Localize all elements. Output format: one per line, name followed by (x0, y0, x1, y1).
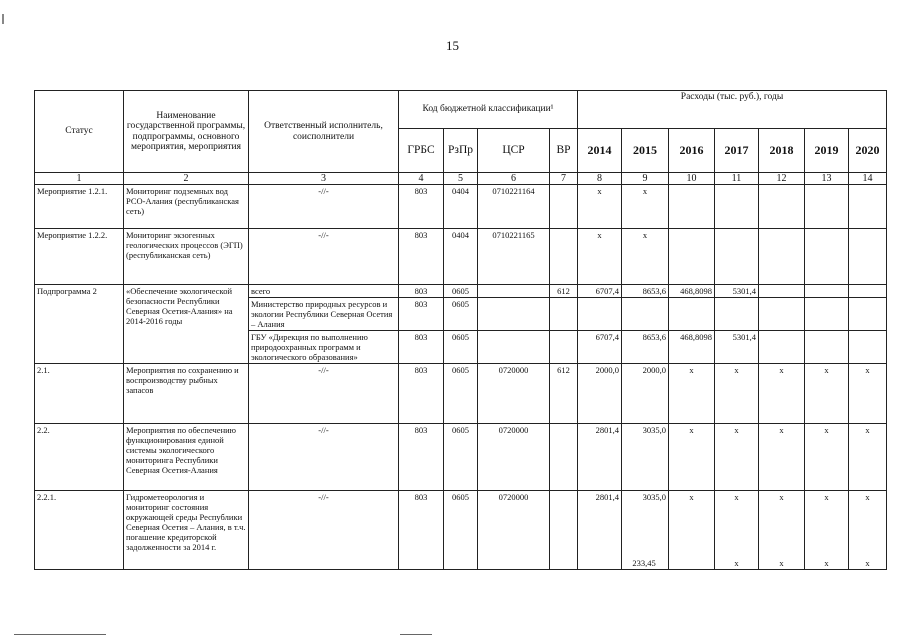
header-rzpr: РзПр (444, 129, 478, 173)
row-name: «Обеспечение экологической безопасности Республики Северная Осетия-Алания» на 2014-2016 годы (124, 285, 249, 364)
row-y2014: 2801,4 (578, 491, 622, 570)
row-rzpr: 0605 (444, 364, 478, 424)
row-y2015-value: 3035,0 (642, 492, 666, 502)
row-y2016: 468,8098 (669, 331, 715, 364)
row-csr: 0710221164 (478, 185, 550, 229)
row-executor: ГБУ «Дирекция по выполнению природоохранных программ и экологического образования» (249, 331, 399, 364)
row-executor: всего (249, 285, 399, 298)
row-y2017: 5301,4 (715, 285, 759, 298)
row-grbs: 803 (399, 491, 444, 570)
row-vr (550, 424, 578, 491)
row-grbs: 803 (399, 424, 444, 491)
row-y2020-value: x (865, 492, 870, 502)
row-name: Мониторинг экзогенных геологических процессов (ЭГП) (республиканская сеть) (124, 229, 249, 285)
table-row-1-2-2 (35, 229, 887, 285)
row-y2017 (715, 491, 759, 570)
row-y2014: x (578, 185, 622, 229)
row-executor: Министерство природных ресурсов и экологии Республики Северная Осетия – Алания (249, 298, 399, 331)
header-status: Статус (35, 91, 124, 173)
row-vr (550, 491, 578, 570)
row-y2020: x (849, 364, 887, 424)
column-numbers-row (35, 173, 887, 185)
row-y2014: 2801,4 (578, 424, 622, 491)
header-year-2018: 2018 (759, 129, 805, 173)
row-rzpr: 0605 (444, 285, 478, 298)
row-csr: 0720000 (478, 491, 550, 570)
column-number: 5 (444, 173, 478, 185)
column-number: 9 (622, 173, 669, 185)
header-csr: ЦСР (478, 129, 550, 173)
row-executor: -//- (249, 491, 399, 570)
table-row-1-2-1 (35, 185, 887, 229)
header-year-2015: 2015 (622, 129, 669, 173)
table-row-subprogram-2-total (35, 285, 887, 298)
table-row-2-1 (35, 364, 887, 424)
row-grbs: 803 (399, 229, 444, 285)
row-y2018: x (759, 424, 805, 491)
column-number: 10 (669, 173, 715, 185)
row-status: 2.2. (35, 424, 124, 491)
row-y2015: 3035,0 (622, 424, 669, 491)
row-rzpr: 0605 (444, 331, 478, 364)
column-number: 1 (35, 173, 124, 185)
header-year-2014: 2014 (578, 129, 622, 173)
row-y2018 (759, 491, 805, 570)
row-csr: 0710221165 (478, 229, 550, 285)
header-budget-code: Код бюджетной классификации¹ (399, 91, 578, 129)
footnote-rule (14, 634, 106, 635)
header-year-2017: 2017 (715, 129, 759, 173)
row-y2020 (849, 491, 887, 570)
column-number: 3 (249, 173, 399, 185)
table-row-2-2 (35, 424, 887, 491)
row-executor: -//- (249, 185, 399, 229)
row-csr: 0720000 (478, 424, 550, 491)
header-grbs: ГРБС (399, 129, 444, 173)
row-y2016: 468,8098 (669, 285, 715, 298)
row-vr: 612 (550, 364, 578, 424)
row-csr (478, 285, 550, 298)
row-y2020: x (849, 424, 887, 491)
row-name: Мониторинг подземных вод РСО-Алания (республиканская сеть) (124, 185, 249, 229)
row-status: Мероприятие 1.2.1. (35, 185, 124, 229)
column-number: 8 (578, 173, 622, 185)
row-status: 2.1. (35, 364, 124, 424)
row-y2016: x (669, 364, 715, 424)
row-vr: 612 (550, 285, 578, 298)
row-status: Подпрограмма 2 (35, 285, 124, 364)
header-expenses: Расходы (тыс. руб.), годы (578, 91, 887, 129)
row-grbs: 803 (399, 185, 444, 229)
footnote-rule (400, 634, 432, 635)
row-y2017: x (715, 364, 759, 424)
row-y2017: x (715, 424, 759, 491)
page-number: 15 (446, 38, 459, 53)
row-vr (550, 229, 578, 285)
row-y2018-debt: x (779, 558, 784, 568)
header-year-2019: 2019 (805, 129, 849, 173)
column-number: 14 (849, 173, 887, 185)
column-number: 13 (805, 173, 849, 185)
table-row-2-2-1 (35, 491, 887, 570)
column-number: 4 (399, 173, 444, 185)
row-rzpr: 0404 (444, 185, 478, 229)
row-y2019: x (805, 364, 849, 424)
row-y2016: x (669, 424, 715, 491)
row-executor: -//- (249, 229, 399, 285)
row-y2019: x (805, 424, 849, 491)
row-y2014: 6707,4 (578, 331, 622, 364)
row-y2019-value: x (824, 492, 829, 502)
row-y2017-value: x (734, 492, 739, 502)
row-rzpr: 0605 (444, 298, 478, 331)
row-y2017-debt: x (734, 558, 739, 568)
row-grbs: 803 (399, 364, 444, 424)
row-status: Мероприятие 1.2.2. (35, 229, 124, 285)
row-y2018-value: x (779, 492, 784, 502)
column-number: 6 (478, 173, 550, 185)
row-y2014: x (578, 229, 622, 285)
column-number: 7 (550, 173, 578, 185)
row-y2014: 6707,4 (578, 285, 622, 298)
row-y2016: x (669, 491, 715, 570)
row-name: Мероприятия по обеспечению функционирования единой системы экологического мониторинга Республики Северная Осетия-Алания (124, 424, 249, 491)
row-executor: -//- (249, 424, 399, 491)
column-number: 2 (124, 173, 249, 185)
row-status: 2.2.1. (35, 491, 124, 570)
row-rzpr: 0605 (444, 424, 478, 491)
budget-table (34, 90, 887, 570)
row-y2014: 2000,0 (578, 364, 622, 424)
row-y2015: 8653,6 (622, 331, 669, 364)
header-row-1 (35, 91, 887, 129)
column-number: 12 (759, 173, 805, 185)
row-grbs: 803 (399, 331, 444, 364)
row-y2017: 5301,4 (715, 331, 759, 364)
scan-mark (2, 14, 4, 24)
row-name: Гидрометеорология и мониторинг состояния окружающей среды Республики Северная Осетия – Алания, в т.ч. погашение кредиторской задолженности за 2014 г. (124, 491, 249, 570)
row-y2015: 8653,6 (622, 285, 669, 298)
row-csr: 0720000 (478, 364, 550, 424)
row-y2018: x (759, 364, 805, 424)
row-grbs: 803 (399, 285, 444, 298)
row-y2015: x (622, 185, 669, 229)
row-name: Мероприятия по сохранению и воспроизводству рыбных запасов (124, 364, 249, 424)
row-y2015 (622, 491, 669, 570)
row-y2020-debt: x (865, 558, 870, 568)
header-vr: ВР (550, 129, 578, 173)
row-executor: -//- (249, 364, 399, 424)
row-vr (550, 185, 578, 229)
header-year-2016: 2016 (669, 129, 715, 173)
row-rzpr: 0404 (444, 229, 478, 285)
header-year-2020: 2020 (849, 129, 887, 173)
header-name: Наименование государственной программы, подпрограммы, основного мероприятия, мероприятия (124, 91, 249, 173)
row-y2015: 2000,0 (622, 364, 669, 424)
header-executor: Ответственный исполнитель, соисполнители (249, 91, 399, 173)
column-number: 11 (715, 173, 759, 185)
row-y2015: x (622, 229, 669, 285)
row-y2019-debt: x (824, 558, 829, 568)
row-y2015-debt: 233,45 (632, 558, 656, 568)
row-rzpr: 0605 (444, 491, 478, 570)
row-grbs: 803 (399, 298, 444, 331)
row-y2019 (805, 491, 849, 570)
